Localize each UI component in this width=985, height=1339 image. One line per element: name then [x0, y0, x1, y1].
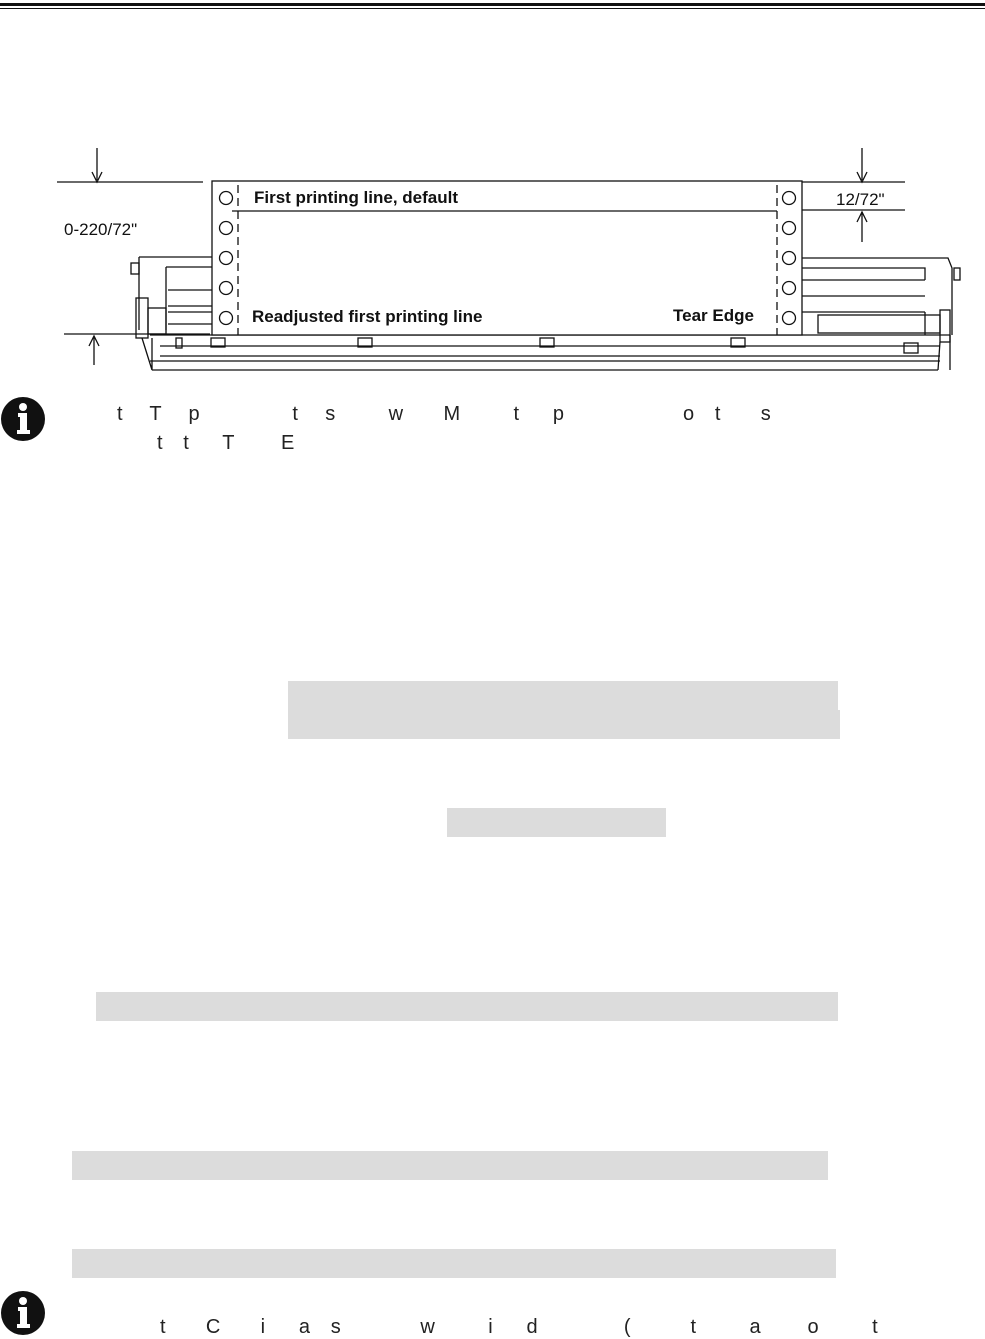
highlight-block	[72, 1249, 836, 1278]
range-label: 0-220/72"	[64, 220, 138, 239]
tear-edge-label: Tear Edge	[673, 306, 754, 325]
first-line-default-label: First printing line, default	[254, 188, 458, 207]
highlight-block	[288, 681, 838, 711]
highlight-block	[72, 1151, 828, 1180]
right-roller	[818, 315, 940, 333]
note-1-line-1: t T p t s w M t p o t s	[117, 403, 772, 425]
highlight-block	[96, 992, 838, 1021]
header-rule-thick	[0, 3, 985, 6]
offset-label: 12/72"	[836, 190, 885, 209]
note-1-line-2: t t T E	[157, 432, 296, 454]
highlight-block	[288, 710, 840, 739]
info-icon	[0, 396, 46, 442]
printer-diagram	[0, 130, 985, 390]
info-icon	[0, 1290, 46, 1336]
left-knob	[136, 298, 148, 338]
printer-right-body	[802, 258, 952, 335]
highlight-block	[447, 808, 666, 837]
right-knob	[940, 310, 950, 342]
note-2-line-1: t C i a s w i d ( t a o t	[160, 1316, 879, 1338]
tractor-rail	[150, 335, 950, 370]
header-rule-thin	[0, 8, 985, 9]
printer-left-body	[139, 257, 212, 330]
readjusted-line-label: Readjusted first printing line	[252, 307, 483, 326]
